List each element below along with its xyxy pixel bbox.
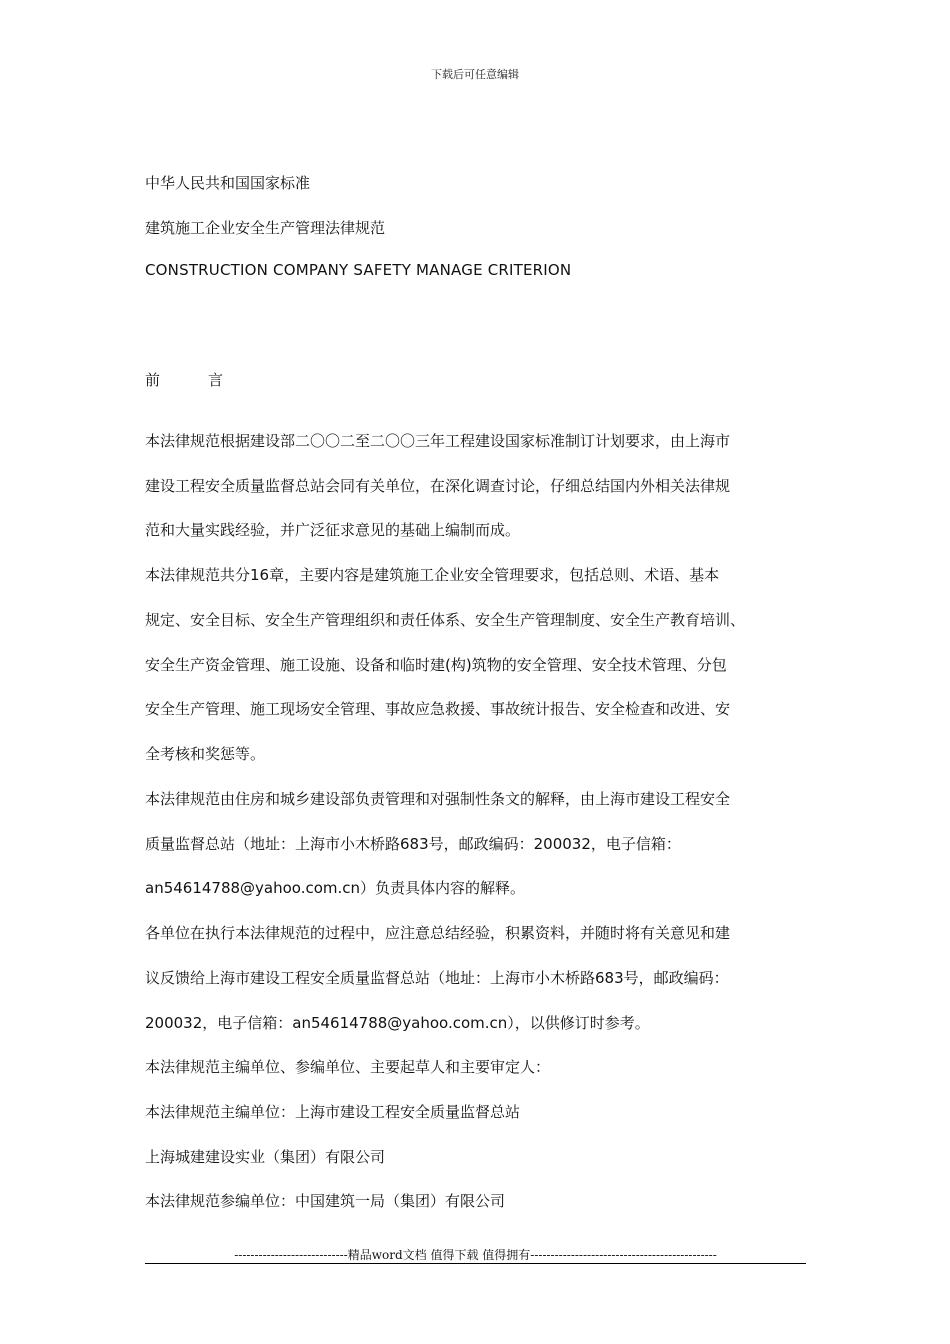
preface-heading bbox=[145, 369, 223, 390]
body-line: 本法律规范共分16章，主要内容是建筑施工企业安全管理要求，包括总则、术语、基本 bbox=[145, 566, 720, 584]
preface-char-1: 前 bbox=[145, 371, 161, 389]
body-line: 安全生产资金管理、施工设施、设备和临时建(构)筑物的安全管理、安全技术管理、分包 bbox=[145, 656, 727, 674]
footer-rule bbox=[145, 1263, 806, 1264]
body-line: 本法律规范主编单位、参编单位、主要起草人和主要审定人： bbox=[145, 1058, 551, 1076]
body-line: 安全生产管理、施工现场安全管理、事故应急救援、事故统计报告、安全检查和改进、安 bbox=[145, 700, 731, 718]
body-line: 本法律规范根据建设部二〇〇二至二〇〇三年工程建设国家标准制订计划要求，由上海市 bbox=[145, 432, 731, 450]
preface-char-2: 言 bbox=[208, 371, 224, 389]
body-line: 上海城建建设实业（集团）有限公司 bbox=[145, 1148, 386, 1166]
body-line: 范和大量实践经验，并广泛征求意见的基础上编制而成。 bbox=[145, 521, 521, 539]
document-title-cn: 建筑施工企业安全生产管理法律规范 bbox=[145, 219, 386, 237]
body-line: 全考核和奖惩等。 bbox=[145, 745, 266, 763]
body-line: 本法律规范由住房和城乡建设部负责管理和对强制性条文的解释，由上海市建设工程安全 bbox=[145, 790, 731, 808]
body-line: 规定、安全目标、安全生产管理组织和责任体系、安全生产管理制度、安全生产教育培训、 bbox=[145, 611, 746, 629]
body-line: 本法律规范主编单位：上海市建设工程安全质量监督总站 bbox=[145, 1103, 521, 1121]
body-line: 建设工程安全质量监督总站会同有关单位，在深化调查讨论，仔细总结国内外相关法律规 bbox=[145, 477, 731, 495]
body-line: 200032，电子信箱：an54614788@yahoo.com.cn），以供修订时参考。 bbox=[145, 1014, 650, 1032]
body-line: 议反馈给上海市建设工程安全质量监督总站（地址：上海市小木桥路683号，邮政编码： bbox=[145, 969, 729, 987]
body-line: 质量监督总站（地址：上海市小木桥路683号，邮政编码：200032，电子信箱： bbox=[145, 835, 681, 853]
body-line: an54614788@yahoo.com.cn）负责具体内容的解释。 bbox=[145, 879, 526, 897]
body-line: 本法律规范参编单位：中国建筑一局（集团）有限公司 bbox=[145, 1192, 506, 1210]
standard-title: 中华人民共和国国家标准 bbox=[145, 174, 311, 192]
header-note: 下载后可任意编辑 bbox=[431, 68, 519, 81]
footer-note: ----------------------------精品word文档 值得下载 值得拥有---------------------------------------------- bbox=[234, 1248, 717, 1262]
document-title-en: CONSTRUCTION COMPANY SAFETY MANAGE CRITERION bbox=[145, 261, 572, 279]
body-line: 各单位在执行本法律规范的过程中，应注意总结经验，积累资料，并随时将有关意见和建 bbox=[145, 924, 731, 942]
